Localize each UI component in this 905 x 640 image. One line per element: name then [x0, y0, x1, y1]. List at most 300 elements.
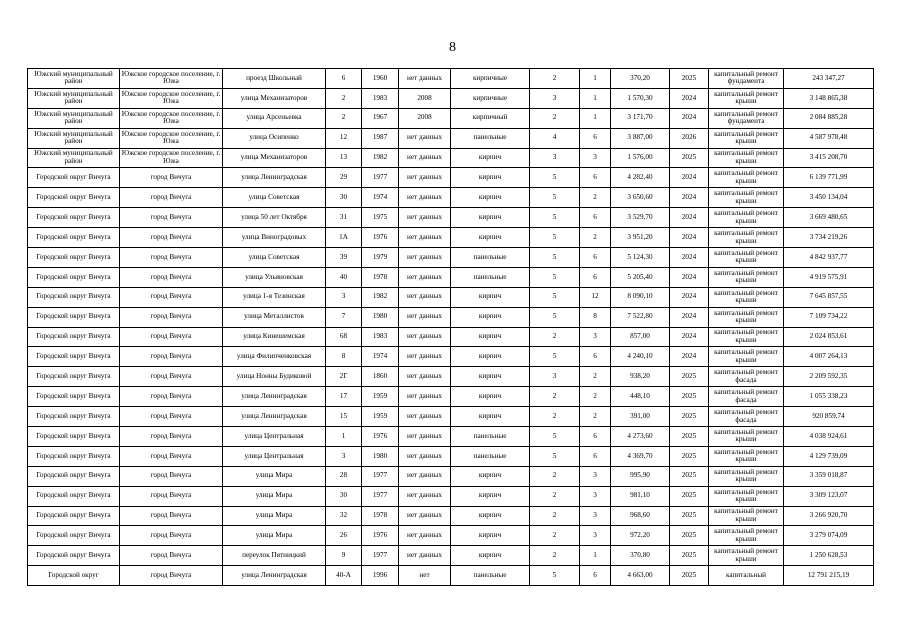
cell-house-number: 1А [326, 228, 362, 248]
cell-year-overhaul: нет данных [399, 367, 451, 387]
cell-floors: 5 [530, 208, 580, 228]
cell-settlement: Южское городское поселение, г. Южа [120, 148, 223, 168]
cell-year-overhaul: нет данных [399, 208, 451, 228]
cell-entrances: 2 [580, 367, 611, 387]
cell-street: улица Нонны Будиковой [223, 367, 326, 387]
cell-street: улица 1-я Тезинская [223, 287, 326, 307]
cell-year-built: 1987 [362, 128, 399, 148]
cell-house-number: 2 [326, 88, 362, 108]
cell-year-built: 1980 [362, 307, 399, 327]
cell-wall-material: кирпич [451, 287, 530, 307]
cell-wall-material: панельные [451, 446, 530, 466]
cell-year-built: 1983 [362, 327, 399, 347]
cell-wall-material: кирпич [451, 148, 530, 168]
table-row [28, 407, 874, 427]
cell-year-overhaul: нет данных [399, 287, 451, 307]
cell-street: улица Осипенко [223, 128, 326, 148]
table-body [28, 69, 874, 586]
cell-street: улица Мира [223, 506, 326, 526]
cell-street: улица Механизаторов [223, 88, 326, 108]
cell-street: улица Виноградовых [223, 228, 326, 248]
cell-municipality: Городской округ Вичуга [28, 506, 120, 526]
cell-cost: 3 415 208,70 [784, 148, 874, 168]
cell-street: улица Металлистов [223, 307, 326, 327]
cell-year-overhaul: нет данных [399, 546, 451, 566]
cell-floors: 5 [530, 307, 580, 327]
cell-entrances: 3 [580, 148, 611, 168]
cell-floors: 2 [530, 108, 580, 128]
table-row [28, 347, 874, 367]
cell-year-overhaul: нет данных [399, 506, 451, 526]
cell-house-number: 1 [326, 427, 362, 447]
cell-work-type: капитальный ремонт крыши [709, 128, 784, 148]
cell-floors: 5 [530, 188, 580, 208]
table-row [28, 188, 874, 208]
cell-year-overhaul: нет данных [399, 427, 451, 447]
cell-house-number: 9 [326, 546, 362, 566]
cell-floors: 5 [530, 347, 580, 367]
cell-settlement: город Вичуга [120, 327, 223, 347]
cell-wall-material: панельные [451, 267, 530, 287]
cell-municipality: Городской округ Вичуга [28, 287, 120, 307]
cell-municipality: Городской округ Вичуга [28, 307, 120, 327]
cell-work-type: капитальный ремонт крыши [709, 228, 784, 248]
cell-area: 448,10 [611, 387, 670, 407]
cell-area: 938,20 [611, 367, 670, 387]
cell-work-type: капитальный ремонт крыши [709, 148, 784, 168]
cell-wall-material: кирпич [451, 168, 530, 188]
cell-municipality: Городской округ Вичуга [28, 347, 120, 367]
cell-floors: 2 [530, 327, 580, 347]
cell-floors: 5 [530, 248, 580, 268]
cell-work-type: капитальный ремонт крыши [709, 446, 784, 466]
cell-work-type: капитальный ремонт крыши [709, 248, 784, 268]
cell-year-overhaul: нет данных [399, 148, 451, 168]
cell-settlement: город Вичуга [120, 526, 223, 546]
cell-repair-year: 2025 [670, 506, 709, 526]
cell-year-overhaul: нет данных [399, 407, 451, 427]
cell-area: 968,60 [611, 506, 670, 526]
table-row [28, 128, 874, 148]
cell-year-built: 1978 [362, 506, 399, 526]
cell-floors: 2 [530, 69, 580, 89]
cell-house-number: 17 [326, 387, 362, 407]
cell-year-built: 1978 [362, 267, 399, 287]
cell-cost: 3 734 219,26 [784, 228, 874, 248]
cell-municipality: Южский муниципальный район [28, 69, 120, 89]
cell-settlement: город Вичуга [120, 267, 223, 287]
cell-wall-material: кирпич [451, 327, 530, 347]
cell-repair-year: 2025 [670, 69, 709, 89]
cell-floors: 4 [530, 128, 580, 148]
cell-entrances: 6 [580, 427, 611, 447]
cell-repair-year: 2025 [670, 526, 709, 546]
cell-floors: 5 [530, 427, 580, 447]
cell-area: 8 090,10 [611, 287, 670, 307]
cell-repair-year: 2025 [670, 446, 709, 466]
cell-work-type: капитальный ремонт крыши [709, 188, 784, 208]
cell-work-type: капитальный ремонт фасада [709, 407, 784, 427]
cell-cost: 7 645 857,55 [784, 287, 874, 307]
cell-year-built: 1977 [362, 486, 399, 506]
cell-house-number: 29 [326, 168, 362, 188]
cell-municipality: Городской округ Вичуга [28, 407, 120, 427]
cell-settlement: город Вичуга [120, 407, 223, 427]
cell-cost: 3 359 018,87 [784, 466, 874, 486]
cell-house-number: 26 [326, 526, 362, 546]
cell-wall-material: кирпич [451, 526, 530, 546]
cell-municipality: Городской округ Вичуга [28, 188, 120, 208]
cell-settlement: город Вичуга [120, 208, 223, 228]
cell-floors: 2 [530, 387, 580, 407]
cell-municipality: Городской округ Вичуга [28, 168, 120, 188]
cell-repair-year: 2024 [670, 248, 709, 268]
cell-street: улица Советская [223, 188, 326, 208]
table-row [28, 267, 874, 287]
cell-area: 3 529,70 [611, 208, 670, 228]
cell-settlement: Южское городское поселение, г. Южа [120, 88, 223, 108]
cell-municipality: Городской округ Вичуга [28, 486, 120, 506]
cell-entrances: 2 [580, 407, 611, 427]
cell-house-number: 7 [326, 307, 362, 327]
cell-repair-year: 2024 [670, 347, 709, 367]
table-row [28, 367, 874, 387]
cell-cost: 4 129 739,09 [784, 446, 874, 466]
cell-cost: 4 919 575,91 [784, 267, 874, 287]
cell-work-type: капитальный ремонт фасада [709, 367, 784, 387]
cell-year-built: 1996 [362, 566, 399, 586]
cell-entrances: 6 [580, 128, 611, 148]
cell-municipality: Южский муниципальный район [28, 88, 120, 108]
cell-wall-material: кирпич [451, 387, 530, 407]
cell-cost: 3 450 134,04 [784, 188, 874, 208]
cell-entrances: 6 [580, 208, 611, 228]
cell-year-built: 1980 [362, 446, 399, 466]
cell-settlement: город Вичуга [120, 566, 223, 586]
table-row [28, 466, 874, 486]
cell-work-type: капитальный ремонт крыши [709, 526, 784, 546]
cell-year-built: 1982 [362, 287, 399, 307]
cell-wall-material: кирпич [451, 466, 530, 486]
cell-cost: 920 859,74 [784, 407, 874, 427]
cell-settlement: Южское городское поселение, г. Южа [120, 69, 223, 89]
cell-wall-material: кирпич [451, 188, 530, 208]
cell-entrances: 3 [580, 486, 611, 506]
cell-street: улица Механизаторов [223, 148, 326, 168]
cell-area: 4 369,70 [611, 446, 670, 466]
cell-street: улица Кинешемская [223, 327, 326, 347]
cell-work-type: капитальный ремонт крыши [709, 506, 784, 526]
register-table [27, 68, 874, 586]
cell-work-type: капитальный ремонт крыши [709, 168, 784, 188]
cell-floors: 5 [530, 168, 580, 188]
cell-area: 4 240,10 [611, 347, 670, 367]
cell-street: улица Филипченковская [223, 347, 326, 367]
cell-floors: 2 [530, 526, 580, 546]
table-row [28, 248, 874, 268]
cell-wall-material: кирпич [451, 367, 530, 387]
cell-entrances: 8 [580, 307, 611, 327]
cell-repair-year: 2024 [670, 228, 709, 248]
cell-repair-year: 2024 [670, 267, 709, 287]
cell-house-number: 13 [326, 148, 362, 168]
cell-floors: 5 [530, 287, 580, 307]
cell-work-type: капитальный ремонт крыши [709, 427, 784, 447]
cell-cost: 4 842 937,77 [784, 248, 874, 268]
cell-street: улица Мира [223, 466, 326, 486]
cell-house-number: 32 [326, 506, 362, 526]
cell-year-overhaul: нет данных [399, 267, 451, 287]
cell-municipality: Городской округ Вичуга [28, 427, 120, 447]
cell-settlement: город Вичуга [120, 367, 223, 387]
cell-year-overhaul: нет данных [399, 327, 451, 347]
cell-area: 5 124,30 [611, 248, 670, 268]
cell-floors: 2 [530, 506, 580, 526]
cell-repair-year: 2026 [670, 128, 709, 148]
cell-cost: 243 347,27 [784, 69, 874, 89]
cell-repair-year: 2024 [670, 108, 709, 128]
cell-repair-year: 2024 [670, 287, 709, 307]
cell-street: переулок Пятницкий [223, 546, 326, 566]
cell-cost: 3 669 480,65 [784, 208, 874, 228]
cell-wall-material: кирпич [451, 307, 530, 327]
cell-work-type: капитальный ремонт фундамента [709, 108, 784, 128]
cell-area: 3 650,60 [611, 188, 670, 208]
cell-year-built: 1960 [362, 69, 399, 89]
cell-municipality: Городской округ Вичуга [28, 228, 120, 248]
cell-entrances: 6 [580, 347, 611, 367]
cell-area: 4 282,40 [611, 168, 670, 188]
cell-street: улица 50 лет Октября [223, 208, 326, 228]
table-row [28, 486, 874, 506]
cell-street: улица Ленинградская [223, 566, 326, 586]
cell-year-overhaul: нет данных [399, 387, 451, 407]
cell-area: 3 887,00 [611, 128, 670, 148]
cell-year-overhaul: нет данных [399, 347, 451, 367]
cell-area: 4 663,00 [611, 566, 670, 586]
cell-floors: 2 [530, 466, 580, 486]
cell-floors: 2 [530, 546, 580, 566]
cell-area: 3 171,70 [611, 108, 670, 128]
cell-repair-year: 2025 [670, 546, 709, 566]
table-row [28, 427, 874, 447]
cell-year-overhaul: 2008 [399, 88, 451, 108]
cell-year-built: 1974 [362, 188, 399, 208]
cell-settlement: город Вичуга [120, 506, 223, 526]
cell-house-number: 3 [326, 446, 362, 466]
table-row [28, 566, 874, 586]
table-row [28, 228, 874, 248]
cell-settlement: город Вичуга [120, 188, 223, 208]
table-row [28, 446, 874, 466]
cell-entrances: 2 [580, 387, 611, 407]
cell-municipality: Городской округ Вичуга [28, 526, 120, 546]
cell-settlement: Южское городское поселение, г. Южа [120, 108, 223, 128]
cell-settlement: город Вичуга [120, 466, 223, 486]
cell-wall-material: кирпич [451, 486, 530, 506]
cell-municipality: Южский муниципальный район [28, 108, 120, 128]
cell-entrances: 1 [580, 546, 611, 566]
cell-municipality: Городской округ Вичуга [28, 267, 120, 287]
cell-street: улица Ленинградская [223, 407, 326, 427]
cell-work-type: капитальный ремонт крыши [709, 307, 784, 327]
cell-entrances: 6 [580, 446, 611, 466]
table-row [28, 69, 874, 89]
cell-repair-year: 2024 [670, 88, 709, 108]
cell-house-number: 6 [326, 69, 362, 89]
cell-house-number: 28 [326, 466, 362, 486]
cell-wall-material: кирпичные [451, 69, 530, 89]
cell-entrances: 3 [580, 526, 611, 546]
cell-street: улица Мира [223, 526, 326, 546]
table-row [28, 168, 874, 188]
cell-year-overhaul: нет данных [399, 307, 451, 327]
cell-house-number: 40-А [326, 566, 362, 586]
cell-area: 4 273,60 [611, 427, 670, 447]
cell-year-built: 1982 [362, 148, 399, 168]
cell-area: 1 570,30 [611, 88, 670, 108]
cell-settlement: город Вичуга [120, 347, 223, 367]
cell-year-overhaul: нет [399, 566, 451, 586]
cell-floors: 5 [530, 267, 580, 287]
cell-year-overhaul: нет данных [399, 188, 451, 208]
cell-settlement: город Вичуга [120, 168, 223, 188]
cell-year-built: 1977 [362, 466, 399, 486]
cell-area: 995,90 [611, 466, 670, 486]
cell-floors: 2 [530, 407, 580, 427]
cell-house-number: 30 [326, 486, 362, 506]
cell-work-type: капитальный ремонт крыши [709, 287, 784, 307]
cell-wall-material: кирпичные [451, 88, 530, 108]
cell-work-type: капитальный ремонт фундамента [709, 69, 784, 89]
cell-wall-material: кирпич [451, 407, 530, 427]
cell-area: 370,20 [611, 69, 670, 89]
cell-cost: 3 266 920,70 [784, 506, 874, 526]
cell-entrances: 2 [580, 188, 611, 208]
cell-year-built: 1974 [362, 347, 399, 367]
cell-entrances: 6 [580, 267, 611, 287]
cell-house-number: 3 [326, 287, 362, 307]
cell-repair-year: 2025 [670, 486, 709, 506]
cell-cost: 7 109 734,22 [784, 307, 874, 327]
table-row [28, 208, 874, 228]
cell-municipality: Городской округ Вичуга [28, 387, 120, 407]
cell-settlement: город Вичуга [120, 427, 223, 447]
cell-year-overhaul: нет данных [399, 128, 451, 148]
cell-house-number: 30 [326, 188, 362, 208]
cell-floors: 3 [530, 367, 580, 387]
cell-repair-year: 2024 [670, 188, 709, 208]
cell-year-overhaul: нет данных [399, 69, 451, 89]
cell-year-overhaul: 2008 [399, 108, 451, 128]
cell-municipality: Городской округ [28, 566, 120, 586]
cell-settlement: город Вичуга [120, 307, 223, 327]
cell-work-type: капитальный ремонт крыши [709, 486, 784, 506]
cell-street: улица Центральная [223, 427, 326, 447]
cell-street: улица Центральная [223, 446, 326, 466]
cell-wall-material: кирпич [451, 506, 530, 526]
cell-repair-year: 2025 [670, 466, 709, 486]
cell-settlement: город Вичуга [120, 287, 223, 307]
page-number: 8 [449, 40, 456, 55]
cell-cost: 1 055 338,23 [784, 387, 874, 407]
cell-floors: 5 [530, 446, 580, 466]
cell-work-type: капитальный ремонт крыши [709, 546, 784, 566]
cell-floors: 3 [530, 148, 580, 168]
cell-floors: 3 [530, 88, 580, 108]
cell-year-built: 1976 [362, 526, 399, 546]
cell-year-overhaul: нет данных [399, 446, 451, 466]
cell-year-overhaul: нет данных [399, 248, 451, 268]
cell-wall-material: панельные [451, 566, 530, 586]
cell-municipality: Городской округ Вичуга [28, 367, 120, 387]
cell-entrances: 6 [580, 168, 611, 188]
cell-municipality: Городской округ Вичуга [28, 546, 120, 566]
cell-year-overhaul: нет данных [399, 526, 451, 546]
cell-cost: 12 791 215,19 [784, 566, 874, 586]
cell-year-overhaul: нет данных [399, 486, 451, 506]
cell-work-type: капитальный ремонт крыши [709, 347, 784, 367]
cell-repair-year: 2025 [670, 427, 709, 447]
cell-house-number: 2Г [326, 367, 362, 387]
table-row [28, 307, 874, 327]
cell-wall-material: панельные [451, 128, 530, 148]
cell-settlement: город Вичуга [120, 248, 223, 268]
table-row [28, 506, 874, 526]
cell-house-number: 8 [326, 347, 362, 367]
cell-year-built: 1959 [362, 387, 399, 407]
cell-street: улица Ленинградская [223, 387, 326, 407]
cell-street: проезд Школьный [223, 69, 326, 89]
cell-repair-year: 2025 [670, 148, 709, 168]
cell-settlement: город Вичуга [120, 546, 223, 566]
cell-work-type: капитальный ремонт крыши [709, 88, 784, 108]
cell-house-number: 15 [326, 407, 362, 427]
cell-year-built: 1977 [362, 546, 399, 566]
cell-area: 972,20 [611, 526, 670, 546]
table-row [28, 148, 874, 168]
cell-settlement: город Вичуга [120, 387, 223, 407]
cell-entrances: 3 [580, 466, 611, 486]
cell-repair-year: 2025 [670, 387, 709, 407]
cell-cost: 2 084 885,28 [784, 108, 874, 128]
cell-entrances: 2 [580, 228, 611, 248]
cell-wall-material: панельные [451, 427, 530, 447]
cell-entrances: 1 [580, 108, 611, 128]
table-row [28, 546, 874, 566]
cell-floors: 5 [530, 566, 580, 586]
cell-settlement: город Вичуга [120, 228, 223, 248]
cell-area: 3 951,20 [611, 228, 670, 248]
cell-repair-year: 2025 [670, 367, 709, 387]
table-row [28, 287, 874, 307]
cell-work-type: капитальный ремонт крыши [709, 327, 784, 347]
cell-work-type: капитальный ремонт крыши [709, 208, 784, 228]
cell-repair-year: 2024 [670, 307, 709, 327]
cell-house-number: 2 [326, 108, 362, 128]
cell-municipality: Городской округ Вичуга [28, 327, 120, 347]
table-row [28, 526, 874, 546]
cell-year-overhaul: нет данных [399, 466, 451, 486]
cell-wall-material: кирпич [451, 347, 530, 367]
cell-wall-material: кирпич [451, 208, 530, 228]
cell-cost: 2 024 853,61 [784, 327, 874, 347]
cell-year-built: 1976 [362, 427, 399, 447]
cell-year-built: 1975 [362, 208, 399, 228]
cell-cost: 4 038 924,61 [784, 427, 874, 447]
cell-area: 7 522,80 [611, 307, 670, 327]
cell-cost: 6 139 771,99 [784, 168, 874, 188]
